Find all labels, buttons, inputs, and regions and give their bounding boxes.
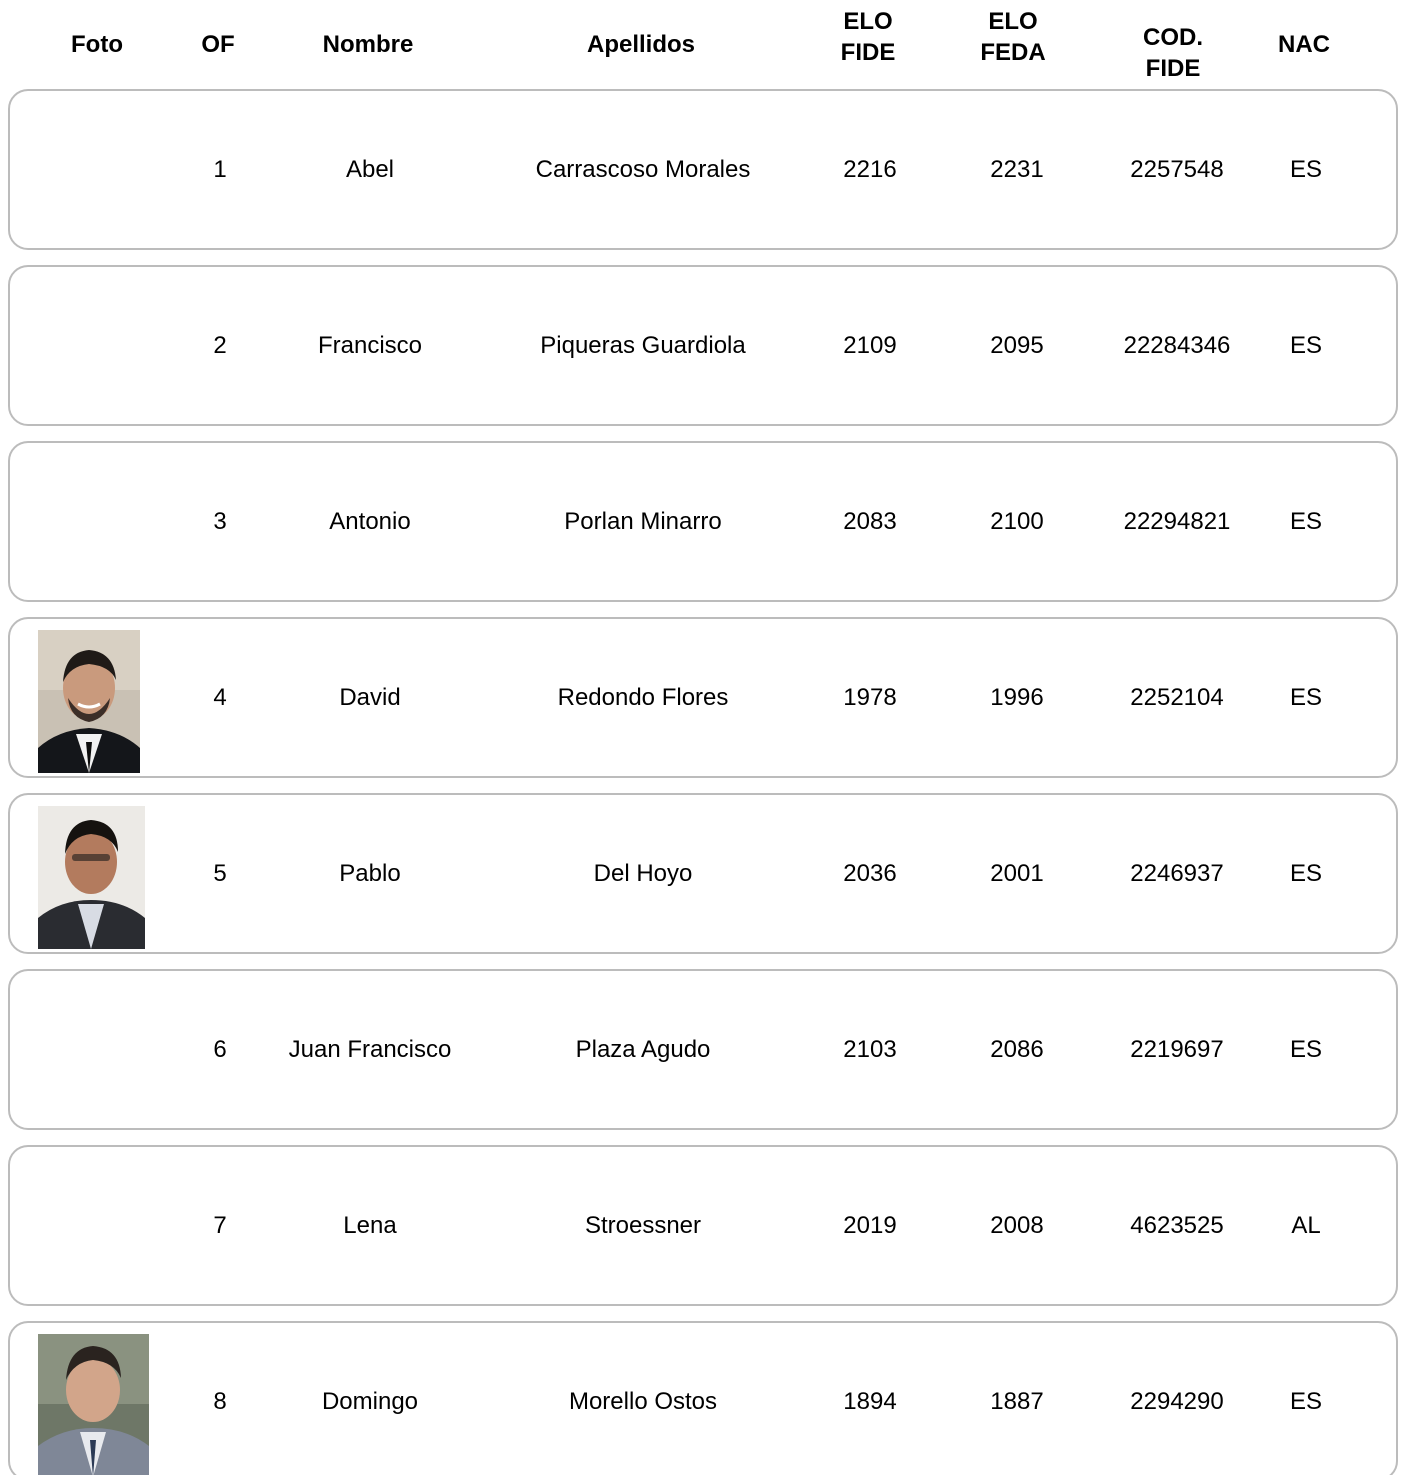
cell-of: 4 <box>213 683 227 711</box>
cell-nac: AL <box>1291 1211 1321 1239</box>
cell-of: 5 <box>213 859 227 887</box>
header-elo-feda: ELO FEDA <box>980 8 1046 66</box>
cell-apellidos: Stroessner <box>584 1211 702 1239</box>
cell-elo-fide: 1978 <box>843 683 897 711</box>
cell-elo-feda: 2086 <box>990 1035 1044 1063</box>
cell-elo-fide: 2103 <box>843 1035 897 1063</box>
cell-of: 1 <box>213 155 227 183</box>
header-of: OF <box>201 30 235 58</box>
table-row <box>8 969 1398 1130</box>
cell-cod-fide: 2294290 <box>1130 1387 1224 1415</box>
header-foto: Foto <box>71 30 123 58</box>
cell-apellidos: Porlan Minarro <box>564 507 722 535</box>
header-elo-fide: ELO FIDE <box>840 8 896 66</box>
cell-of: 7 <box>213 1211 227 1239</box>
cell-elo-fide: 1894 <box>843 1387 897 1415</box>
cell-elo-fide: 2216 <box>843 155 897 183</box>
cell-of: 6 <box>213 1035 227 1063</box>
cell-elo-feda: 2231 <box>990 155 1044 183</box>
cell-elo-fide: 2019 <box>843 1211 897 1239</box>
header-apellidos: Apellidos <box>586 30 695 58</box>
table-row <box>8 1145 1398 1306</box>
cell-nac: ES <box>1289 331 1322 359</box>
table-row <box>8 1321 1398 1475</box>
cell-elo-fide: 2083 <box>843 507 897 535</box>
cell-nombre: Pablo <box>339 859 401 887</box>
table-row <box>8 89 1398 250</box>
player-photo-domingo <box>38 1334 149 1475</box>
cell-of: 8 <box>213 1387 227 1415</box>
cell-nac: ES <box>1289 859 1322 887</box>
cell-cod-fide: 2246937 <box>1130 859 1224 887</box>
cell-elo-fide: 2036 <box>843 859 897 887</box>
cell-cod-fide: 22284346 <box>1123 331 1231 359</box>
cell-of: 3 <box>213 507 227 535</box>
cell-apellidos: Redondo Flores <box>557 683 729 711</box>
cell-nombre: Domingo <box>321 1387 419 1415</box>
cell-nombre: Abel <box>345 155 395 183</box>
header-cod-fide: COD. FIDE <box>1143 24 1203 82</box>
cell-apellidos: Plaza Agudo <box>575 1035 711 1063</box>
cell-elo-feda: 2100 <box>990 507 1044 535</box>
cell-nac: ES <box>1289 1035 1322 1063</box>
cell-cod-fide: 2257548 <box>1130 155 1224 183</box>
cell-nac: ES <box>1289 683 1322 711</box>
cell-elo-feda: 2001 <box>990 859 1044 887</box>
cell-nac: ES <box>1289 507 1322 535</box>
cell-cod-fide: 2219697 <box>1130 1035 1224 1063</box>
cell-apellidos: Carrascoso Morales <box>535 155 751 183</box>
cell-nombre: Antonio <box>329 507 411 535</box>
cell-nac: ES <box>1289 1387 1322 1415</box>
cell-elo-feda: 2095 <box>990 331 1044 359</box>
player-photo-david <box>38 630 140 773</box>
player-photo-pablo <box>38 806 145 949</box>
cell-apellidos: Del Hoyo <box>593 859 693 887</box>
cell-apellidos: Morello Ostos <box>568 1387 718 1415</box>
cell-cod-fide: 22294821 <box>1123 507 1231 535</box>
cell-elo-feda: 2008 <box>990 1211 1044 1239</box>
cell-nombre: David <box>339 683 401 711</box>
header-nac: NAC <box>1278 30 1330 58</box>
cell-elo-feda: 1887 <box>990 1387 1044 1415</box>
cell-of: 2 <box>213 331 227 359</box>
cell-nombre: Juan Francisco <box>288 1035 452 1063</box>
cell-elo-fide: 2109 <box>843 331 897 359</box>
table-row <box>8 265 1398 426</box>
table-row <box>8 793 1398 954</box>
table-row <box>8 441 1398 602</box>
table-row <box>8 617 1398 778</box>
cell-cod-fide: 4623525 <box>1130 1211 1224 1239</box>
cell-nombre: Lena <box>343 1211 397 1239</box>
cell-nac: ES <box>1289 155 1322 183</box>
cell-nombre: Francisco <box>317 331 423 359</box>
cell-apellidos: Piqueras Guardiola <box>540 331 746 359</box>
header-nombre: Nombre <box>322 30 414 58</box>
cell-elo-feda: 1996 <box>990 683 1044 711</box>
cell-cod-fide: 2252104 <box>1130 683 1224 711</box>
